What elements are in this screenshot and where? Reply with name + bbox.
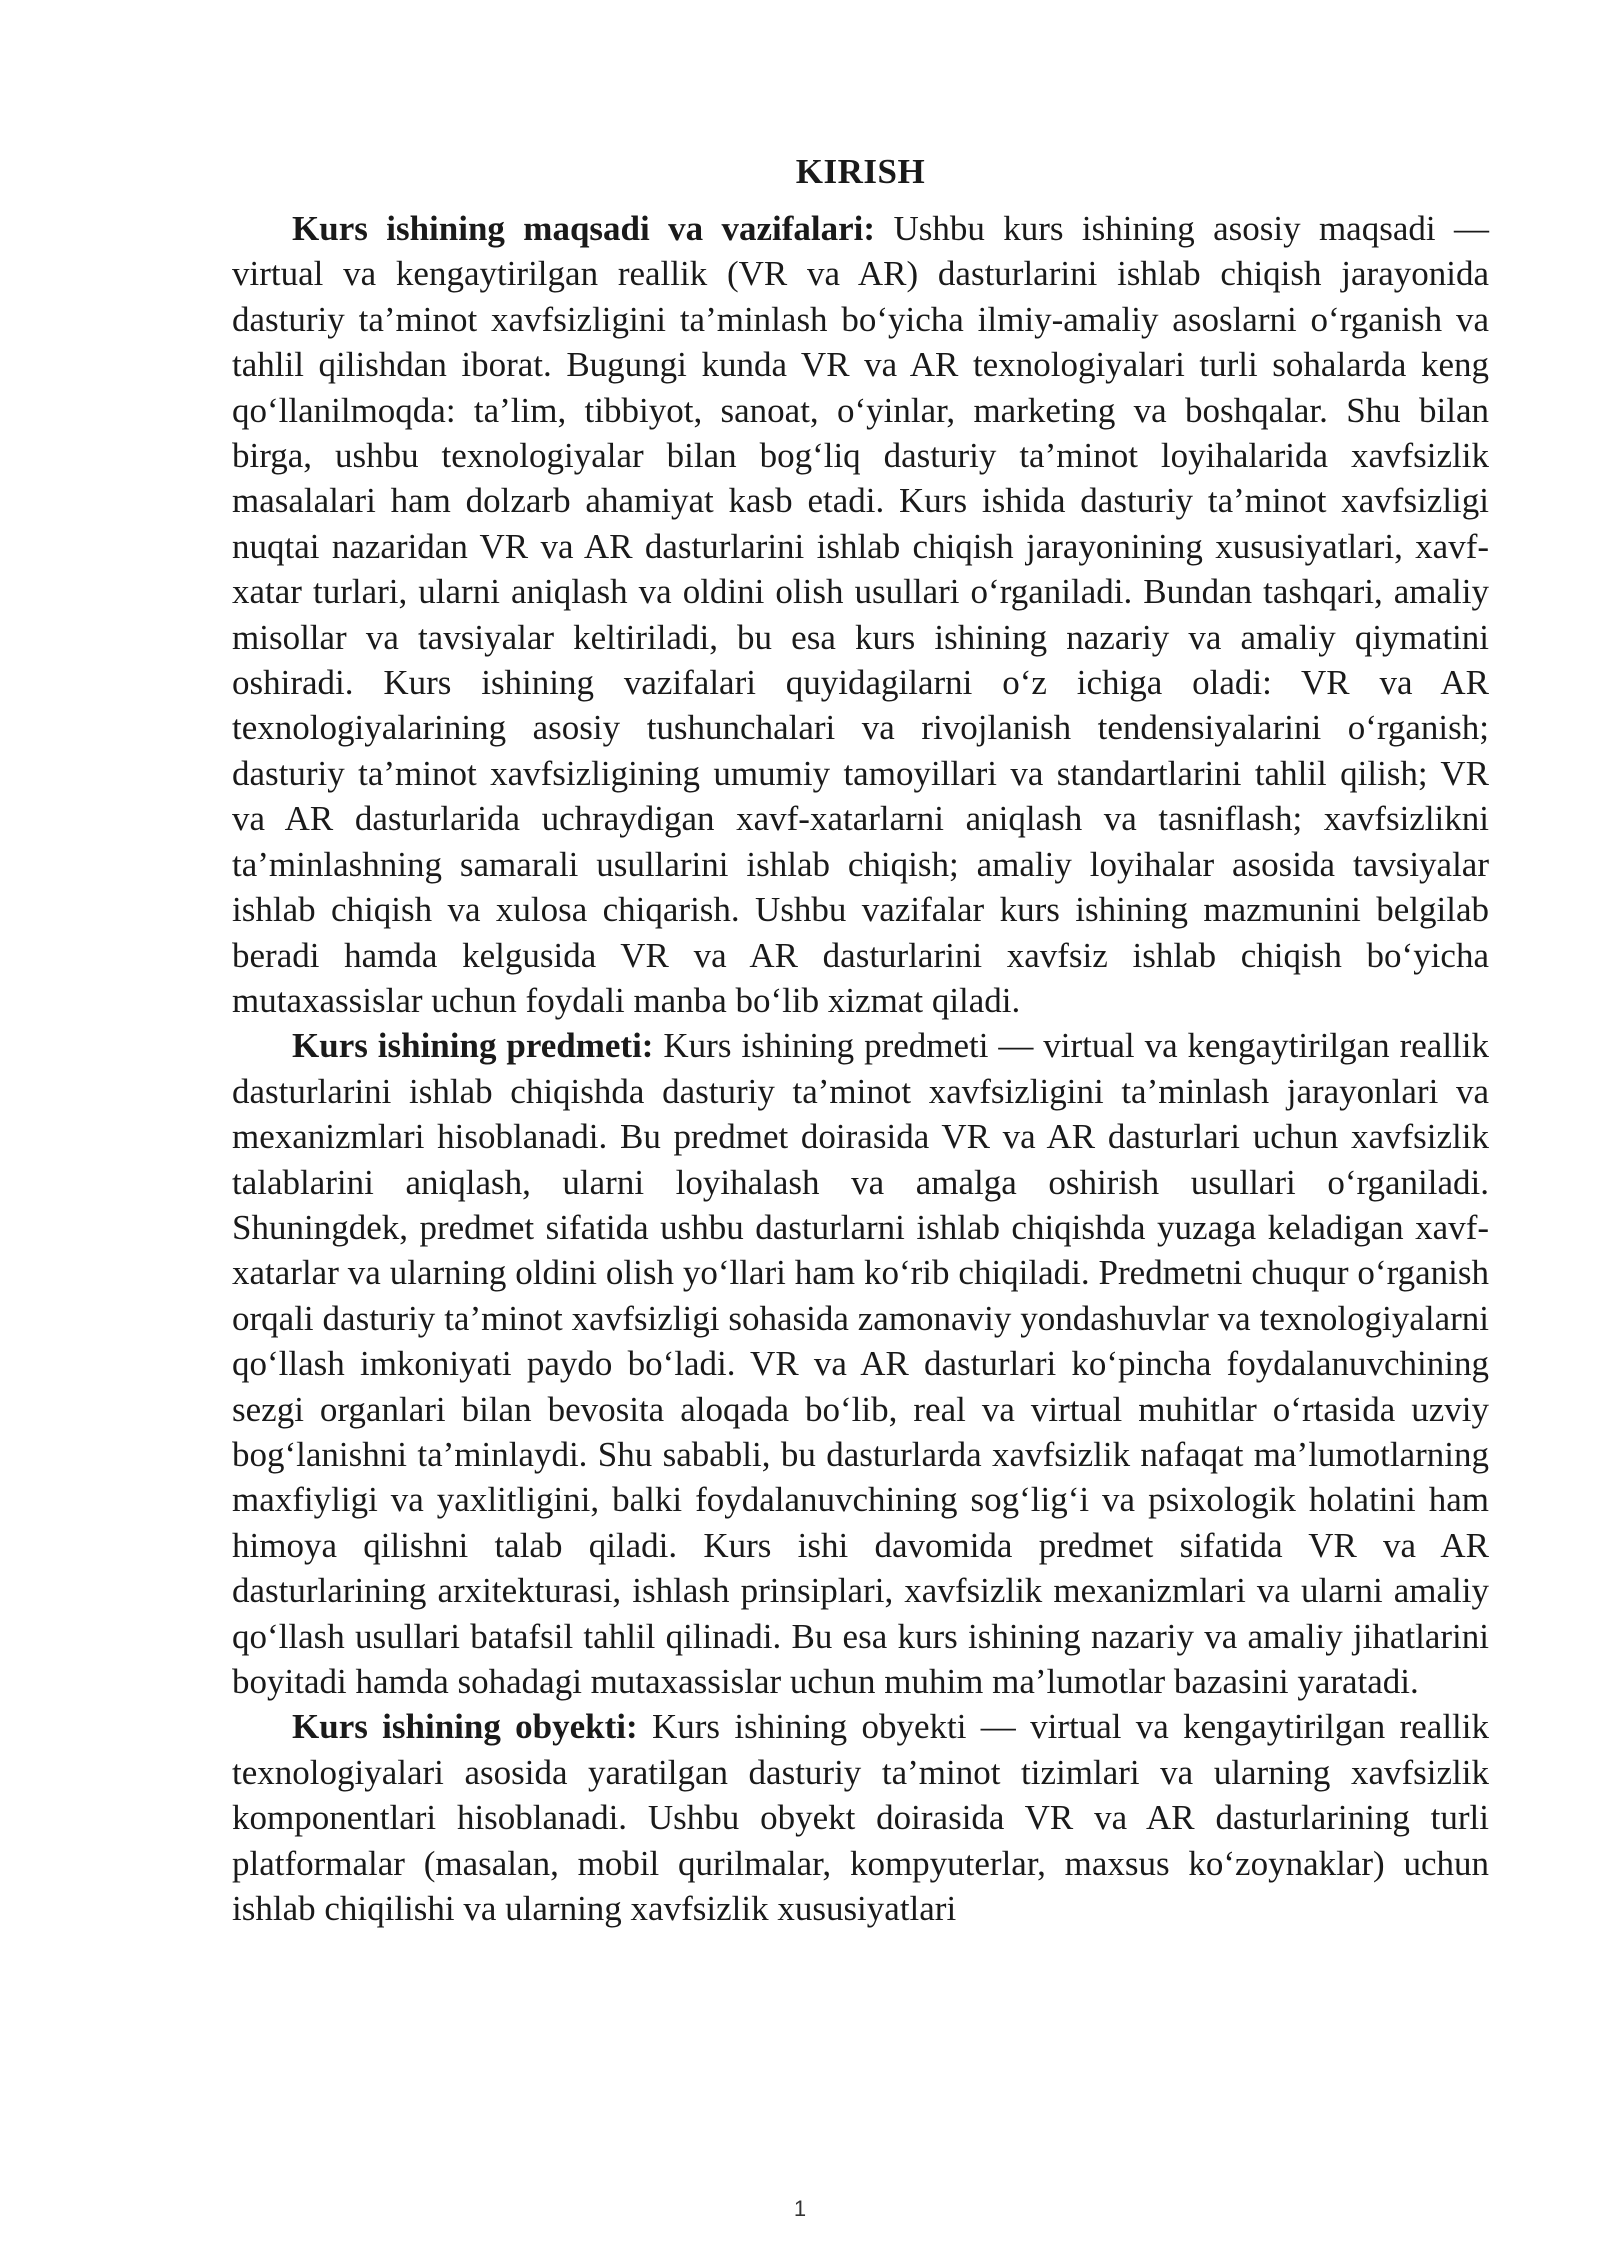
- paragraph-lead: Kurs ishining predmeti:: [292, 1026, 654, 1066]
- paragraph-goals: [232, 206, 1489, 1023]
- paragraph-text: Kurs ishining predmeti — virtual va kengaytirilgan reallik dasturlarini ishlab chiqishda dasturiy ta’minot xavfsizligini ta’minlash jarayonlari va mexanizmlari hisoblanadi. Bu predmet doirasida VR va AR dasturlari uchun xavfsizlik talablarini aniqlash, ularni loyihalash va amalga oshirish usullari o‘rganiladi. Shuningdek, predmet sifatida ushbu dasturlarni ishlab chiqishda yuzaga keladigan xavf-xatarlar va ularning oldini olish yo‘llari ham ko‘rib chiqiladi. Predmetni chuqur o‘rganish orqali dasturiy ta’minot xavfsizligi sohasida zamonaviy yondashuvlar va texnologiyalarni qo‘llash imkoniyati paydo bo‘ladi. VR va AR dasturlari ko‘pincha foydalanuvchining sezgi organlari bilan bevosita aloqada bo‘lib, real va virtual muhitlar o‘rtasida uzviy bog‘lanishni ta’minlaydi. Shu sababli, bu dasturlarda xavfsizlik nafaqat ma’lumotlarning maxfiyligi va yaxlitligini, balki foydalanuvchining sog‘lig‘i va psixologik holatini ham himoya qilishni talab qiladi. Kurs ishi davomida predmet sifatida VR va AR dasturlarining arxitekturasi, ishlash prinsiplari, xavfsizlik mexanizmlari va ularni amaliy qo‘llash usullari batafsil tahlil qilinadi. Bu esa kurs ishining nazariy va amaliy jihatlarini boyitadi hamda sohadagi mutaxassislar uchun muhim ma’lumotlar bazasini yaratadi.: [232, 1026, 1489, 1701]
- paragraph-text: Kurs ishining obyekti — virtual va kengaytirilgan reallik texnologiyalari asosida yaratilgan dasturiy ta’minot tizimlari va ularning xavfsizlik komponentlari hisoblanadi. Ushbu obyekt doirasida VR va AR dasturlarining turli platformalar (masalan, mobil qurilmalar, kompyuterlar, maxsus ko‘zoynaklar) uchun ishlab chiqilishi va ularning xavfsizlik xususiyatlari: [232, 1707, 1489, 1929]
- paragraph-subject: [232, 1023, 1489, 1704]
- document-page: [232, 150, 1489, 1931]
- paragraph-lead: Kurs ishining maqsadi va vazifalari:: [292, 209, 876, 248]
- paragraph-object: [232, 1704, 1489, 1931]
- page-number: 1: [793, 2196, 807, 2221]
- paragraph-lead: Kurs ishining obyekti:: [292, 1707, 638, 1747]
- page-title: KIRISH: [795, 152, 926, 191]
- paragraph-text: Ushbu kurs ishining asosiy maqsadi — virtual va kengaytirilgan reallik (VR va AR) dasturlarini ishlab chiqish jarayonida dasturiy ta’minot xavfsizligini ta’minlash bo‘yicha ilmiy-amaliy asoslarni o‘rganish va tahlil qilishdan iborat. Bugungi kunda VR va AR texnologiyalari turli sohalarda keng qo‘llanilmoqda: ta’lim, tibbiyot, sanoat, o‘yinlar, marketing va boshqalar. Shu bilan birga, ushbu texnologiyalar bilan bog‘liq dasturiy ta’minot loyihalarida xavfsizlik masalalari ham dolzarb ahamiyat kasb etadi. Kurs ishida dasturiy ta’minot xavfsizligi nuqtai nazaridan VR va AR dasturlarini ishlab chiqish jarayonining xususiyatlari, xavf-xatar turlari, ularni aniqlash va oldini olish usullari o‘rganiladi. Bundan tashqari, amaliy misollar va tavsiyalar keltiriladi, bu esa kurs ishining nazariy va amaliy qiymatini oshiradi. Kurs ishining vazifalari quyidagilarni o‘z ichiga oladi: VR va AR texnologiyalarining asosiy tushunchalari va rivojlanish tendensiyalarini o‘rganish; dasturiy ta’minot xavfsizligining umumiy tamoyillari va standartlarini tahlil qilish; VR va AR dasturlarida uchraydigan xavf-xatarlarni aniqlash va tasniflash; xavfsizlikni ta’minlashning samarali usullarini ishlab chiqish; amaliy loyihalar asosida tavsiyalar ishlab chiqish va xulosa chiqarish. Ushbu vazifalar kurs ishining mazmunini belgilab beradi hamda kelgusida VR va AR dasturlarini xavfsiz ishlab chiqish bo‘yicha mutaxassislar uchun foydali manba bo‘lib xizmat qiladi.: [232, 209, 1489, 1020]
